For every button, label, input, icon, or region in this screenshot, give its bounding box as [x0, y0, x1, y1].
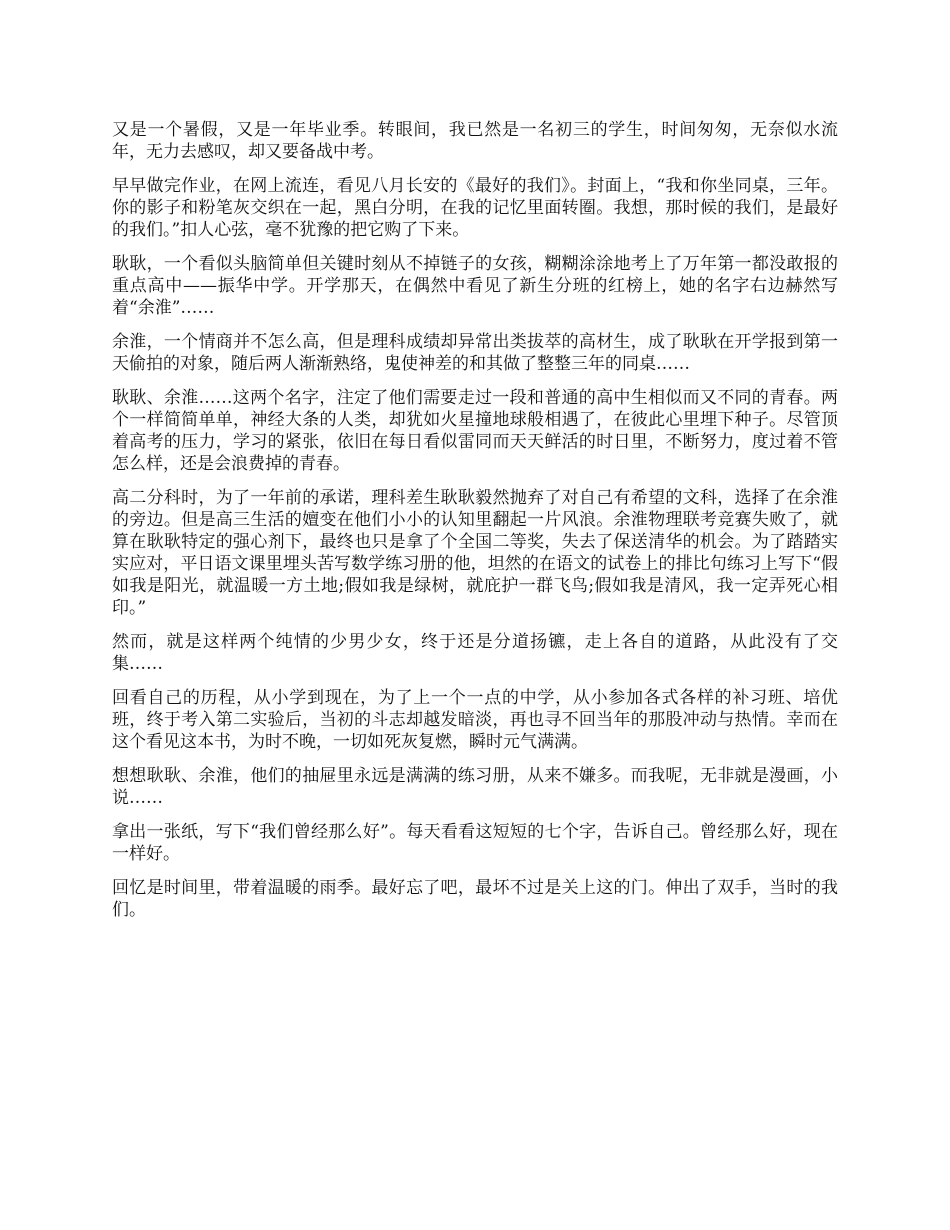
paragraph-1: 又是一个暑假，又是一年毕业季。转眼间，我已然是一名初三的学生，时间匆匆，无奈似水流年，无力去感叹，却又要备战中考。: [112, 120, 838, 162]
paragraph-10: 拿出一张纸，写下“我们曾经那么好”。每天看看这短短的七个字，告诉自己。曾经那么好，现在一样好。: [112, 822, 838, 864]
paragraph-9: 想想耿耿、余淮，他们的抽屉里永远是满满的练习册，从来不嫌多。而我呢，无非就是漫画，小说……: [112, 766, 838, 808]
paragraph-5: 耿耿、余淮……这两个名字，注定了他们需要走过一段和普通的高中生相似而又不同的青春。两个一样简简单单，神经大条的人类，却犹如火星撞地球般相遇了，在彼此心里埋下种子。尽管顶着高考的压力，学习的紧张，依旧在每日看似雷同而天天鲜活的时日里，不断努力，度过着不管怎么样，还是会浪费掉的青春。: [112, 388, 838, 474]
paragraph-7: 然而，就是这样两个纯情的少男少女，终于还是分道扬镳，走上各自的道路，从此没有了交集……: [112, 632, 838, 674]
paragraph-2: 早早做完作业，在网上流连，看见八月长安的《最好的我们》。封面上，“我和你坐同桌，三年。你的影子和粉笔灰交织在一起，黑白分明，在我的记忆里面转圈。我想，那时候的我们，是最好的我们。”扣人心弦，毫不犹豫的把它购了下来。: [112, 176, 838, 240]
paragraph-3: 耿耿，一个看似头脑简单但关键时刻从不掉链子的女孩，糊糊涂涂地考上了万年第一都没敢报的重点高中——振华中学。开学那天，在偶然中看见了新生分班的红榜上，她的名字右边赫然写着“余淮”……: [112, 254, 838, 318]
document-body: [112, 119, 838, 921]
paragraph-4: 余淮，一个情商并不怎么高，但是理科成绩却异常出类拔萃的高材生，成了耿耿在开学报到第一天偷拍的对象，随后两人渐渐熟络，鬼使神差的和其做了整整三年的同桌……: [112, 332, 838, 374]
paragraph-8: 回看自己的历程，从小学到现在，为了上一个一点的中学，从小参加各式各样的补习班、培优班，终于考入第二实验后，当初的斗志却越发暗淡，再也寻不回当年的那股冲动与热情。幸而在这个看见这本书，为时不晚，一切如死灰复燃，瞬时元气满满。: [112, 688, 838, 752]
paragraph-11: 回忆是时间里，带着温暖的雨季。最好忘了吧，最坏不过是关上这的门。伸出了双手，当时的我们。: [112, 878, 838, 920]
paragraph-6: 高二分科时，为了一年前的承诺，理科差生耿耿毅然抛弃了对自己有希望的文科，选择了在余淮的旁边。但是高三生活的嬗变在他们小小的认知里翻起一片风浪。余淮物理联考竞赛失败了，就算在耿耿特定的强心剂下，最终也只是拿了个全国二等奖，失去了保送清华的机会。为了踏踏实实应对，平日语文课里埋头苦写数学练习册的他，坦然的在语文的试卷上的排比句练习上写下“假如我是阳光，就温暖一方土地;假如我是绿树，就庇护一群飞鸟;假如我是清风，我一定弄死心相印。”: [112, 488, 838, 618]
